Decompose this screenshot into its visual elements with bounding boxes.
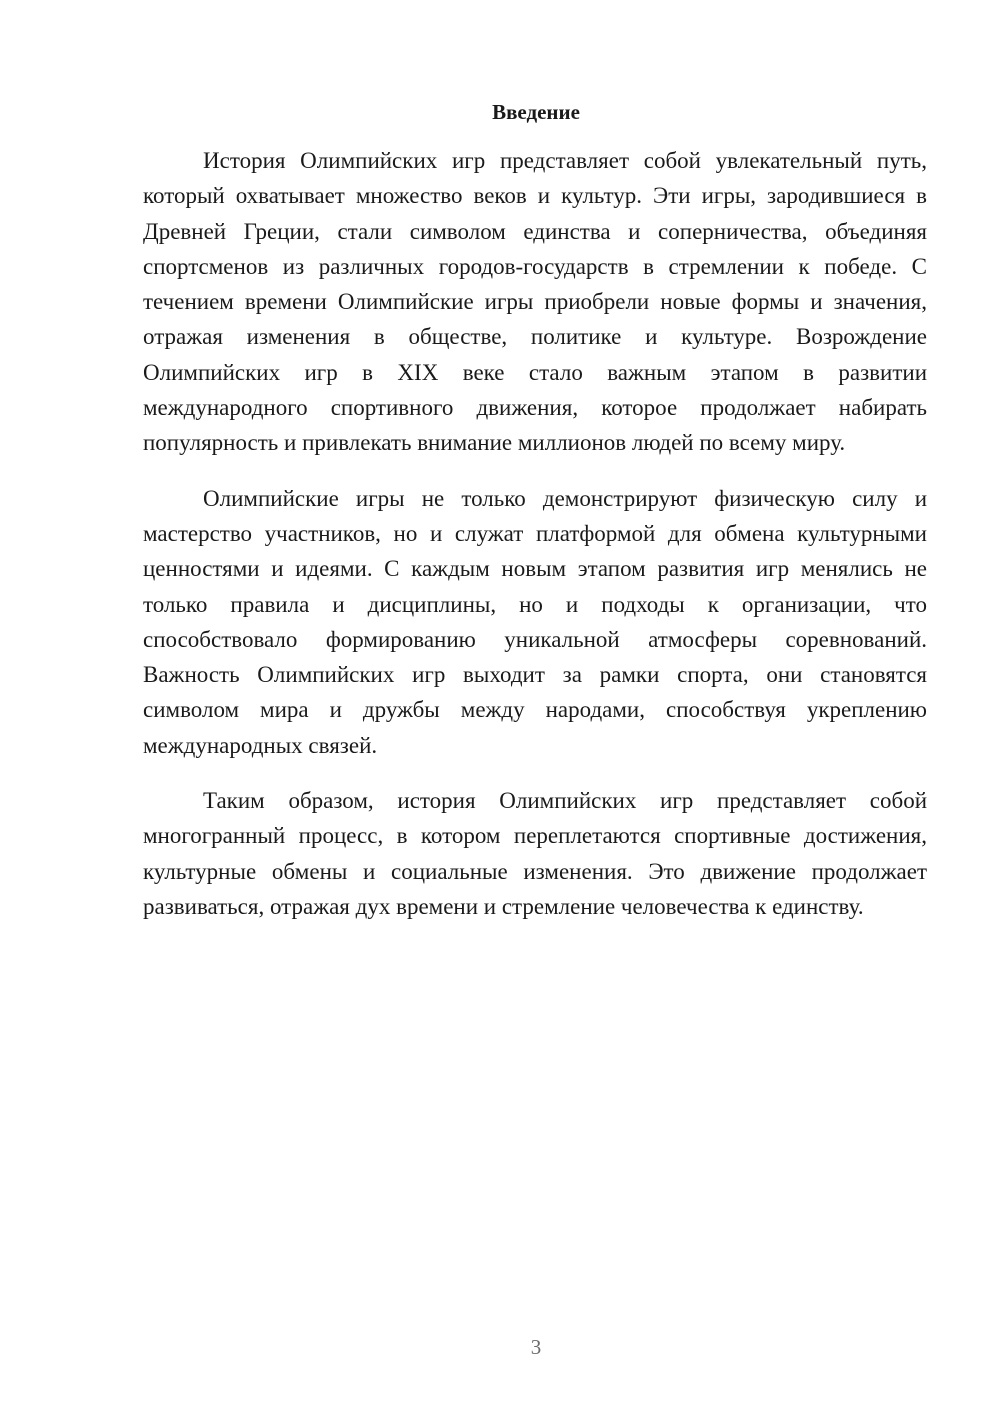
paragraph-1: История Олимпийских игр представляет собой увлекательный путь, который охватывает множество веков и культур. Эти игры, зародившиеся в Древней Греции, стали символом единства и соперничества, объединяя спортсменов из различных городов-государств в стремлении к победе. С течением времени Олимпийские игры приобрели новые формы и значения, отражая изменения в обществе, политике и культуре. Возрождение Олимпийских игр в XIX веке стало важным этапом в развитии международного спортивного движения, которое продолжает набирать популярность и привлекать внимание миллионов людей по всему миру.: [143, 148, 927, 456]
paragraph-2: Олимпийские игры не только демонстрируют физическую силу и мастерство участников, но и служат платформой для обмена культурными ценностями и идеями. С каждым новым этапом развития игр менялись не только правила и дисциплины, но и подходы к организации, что способствовало формированию уникальной атмосферы соревнований. Важность Олимпийских игр выходит за рамки спорта, они становятся символом мира и дружбы между народами, способствуя укреплению международных связей.: [143, 485, 927, 758]
body-text: [143, 143, 927, 944]
paragraph-3: Таким образом, история Олимпийских игр представляет собой многогранный процесс, в котором переплетаются спортивные достижения, культурные обмены и социальные изменения. Это движение продолжает развиваться, отражая дух времени и стремление человечества к единству.: [143, 788, 927, 919]
page-number: 3: [530, 1335, 542, 1359]
section-heading: Введение: [492, 100, 580, 124]
